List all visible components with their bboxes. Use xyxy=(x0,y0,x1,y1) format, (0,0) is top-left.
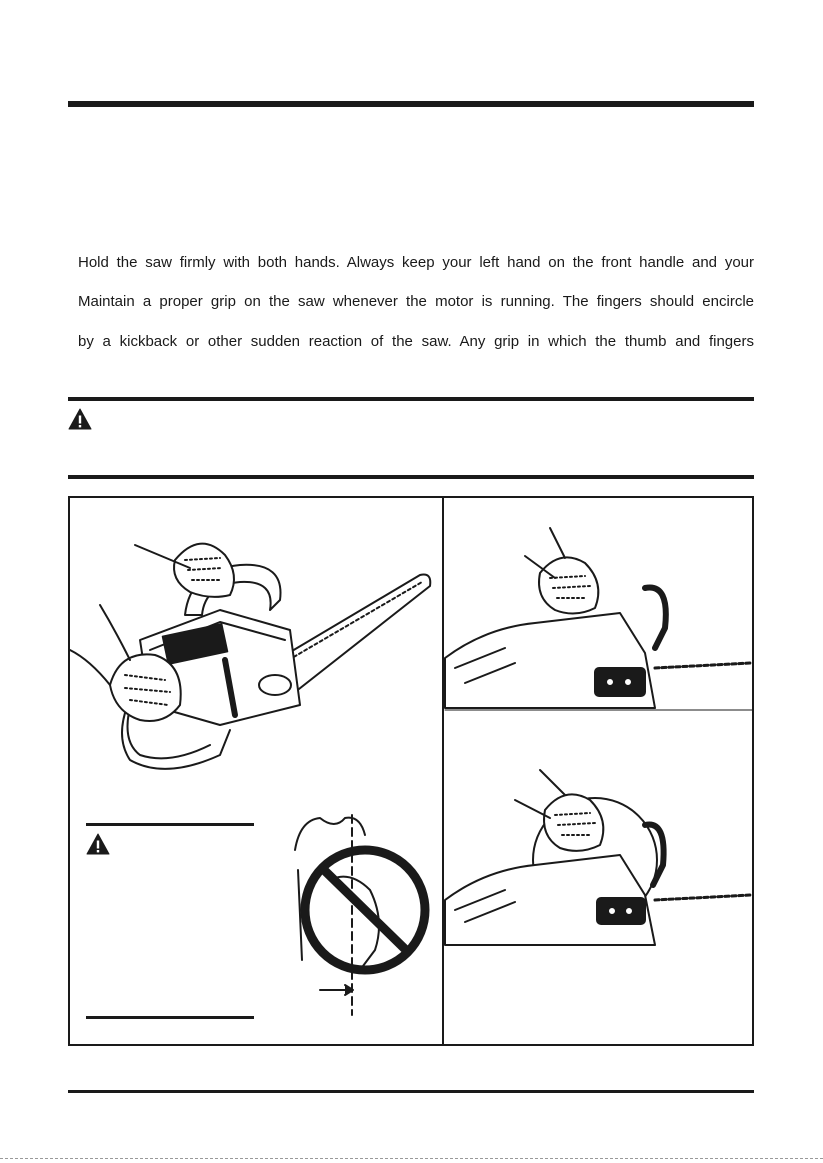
warning-triangle-icon xyxy=(68,408,92,430)
warning-bottom-rule xyxy=(68,475,754,479)
paragraph-kickback: by a kickback or other sudden reaction of the saw. Any grip in which the thumb and fingers xyxy=(78,333,754,350)
page-edge-dashes xyxy=(0,1158,823,1159)
thumb-wrap-detail-illustration xyxy=(445,770,753,955)
callout-bottom-rule xyxy=(86,1016,254,1019)
improper-grip-illustration xyxy=(290,810,440,1020)
header-rule xyxy=(68,101,754,107)
warning-top-rule xyxy=(68,397,754,401)
illustration-divider xyxy=(442,496,444,1046)
footer-rule xyxy=(68,1090,754,1093)
paragraph-hold-saw: Hold the saw firmly with both hands. Always keep your left hand on the front handle and your xyxy=(78,254,754,271)
prohibited-circle-icon xyxy=(305,850,425,970)
callout-top-rule xyxy=(86,823,254,826)
warning-triangle-icon xyxy=(86,833,110,855)
paragraph-maintain-grip: Maintain a proper grip on the saw whenever the motor is running. The fingers should encircle xyxy=(78,293,754,310)
chainsaw-grip-illustration xyxy=(70,500,440,790)
front-handle-grip-illustration xyxy=(445,528,753,713)
